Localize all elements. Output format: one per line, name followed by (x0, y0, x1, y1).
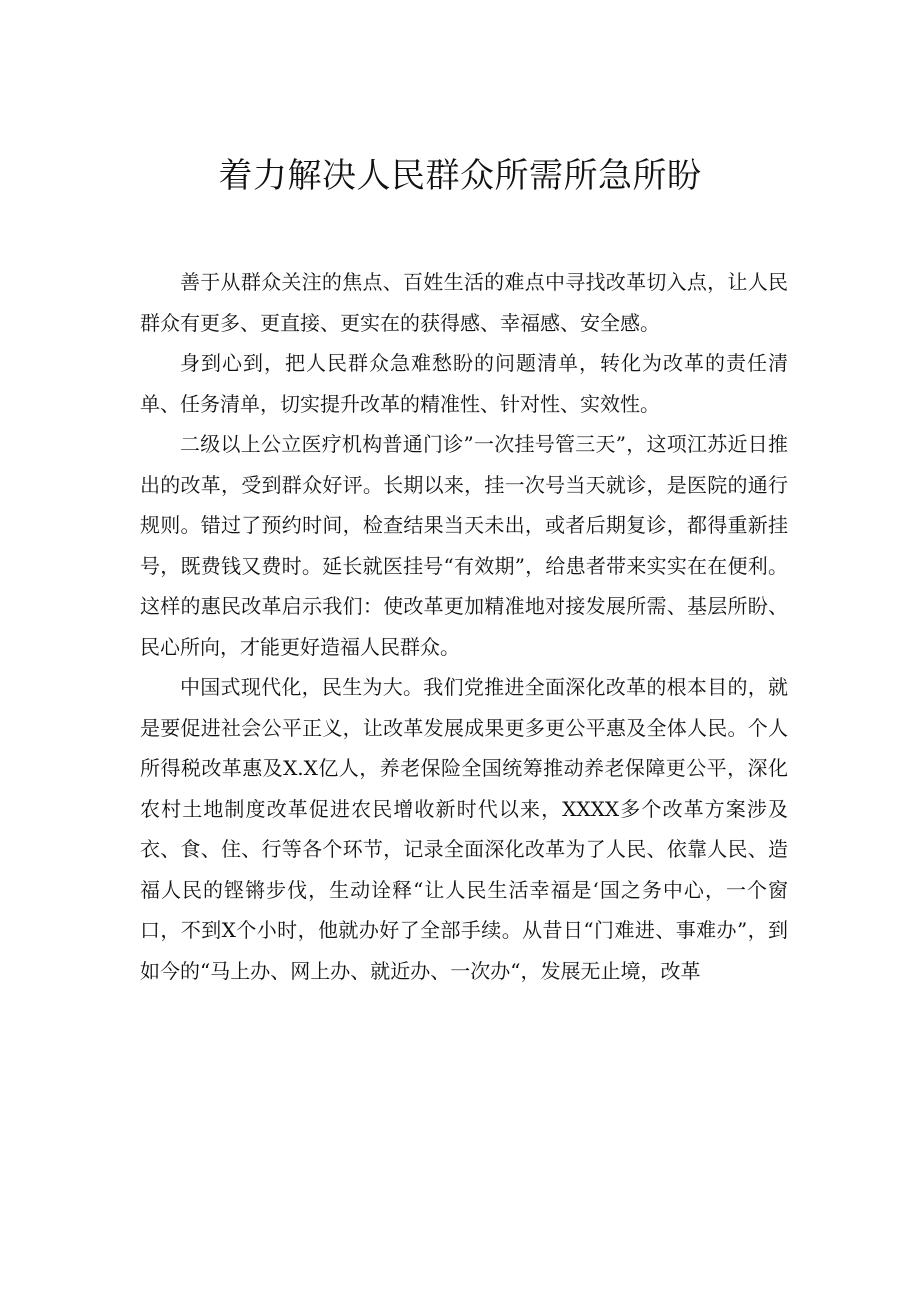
paragraph-2: 身到心到，把人民群众急难愁盼的问题清单，转化为改革的责任清单、任务清单，切实提升改革的精准性、针对性、实效性。 (140, 351, 788, 416)
paragraph-3: 二级以上公立医疗机构普通门诊”一次挂号管三天”，这项江苏近日推出的改革，受到群众好评。长期以来，挂一次号当天就诊，是医院的通行规则。错过了预约时间，检查结果当天未出，或者后期复诊，都得重新挂号，既费钱又费时。延长就医挂号“有效期”，给患者带来实实在在便利。这样的惠民改革启示我们：使改革更加精准地对接发展所需、基层所盼、民心所向，才能更好造福人民群众。 (140, 432, 788, 659)
paragraph-4: 中国式现代化，民生为大。我们党推进全面深化改革的根本目的，就是要促进社会公平正义，让改革发展成果更多更公平惠及全体人民。个人所得税改革惠及X.X亿人，养老保险全国统筹推动养老保障更公平，深化农村土地制度改革促进农民增收新时代以来，XXXX多个改革方案涉及衣、食、住、行等各个环节，记录全面深化改革为了人民、依靠人民、造福人民的铿锵步伐，生动诠释“让人民生活幸福是‘国之务中心，一个窗口，不到X个小时，他就办好了全部手续。从昔日“门难进、事难办”，到如今的“马上办、网上办、就近办、一次办“，发展无止境，改革 (140, 675, 788, 983)
document-body (140, 262, 788, 991)
document-title: 着力解决人民群众所需所急所盼 (218, 156, 702, 196)
paragraph-1: 善于从群众关注的焦点、百姓生活的难点中寻找改革切入点，让人民群众有更多、更直接、更实在的获得感、幸福感、安全感。 (140, 270, 788, 335)
